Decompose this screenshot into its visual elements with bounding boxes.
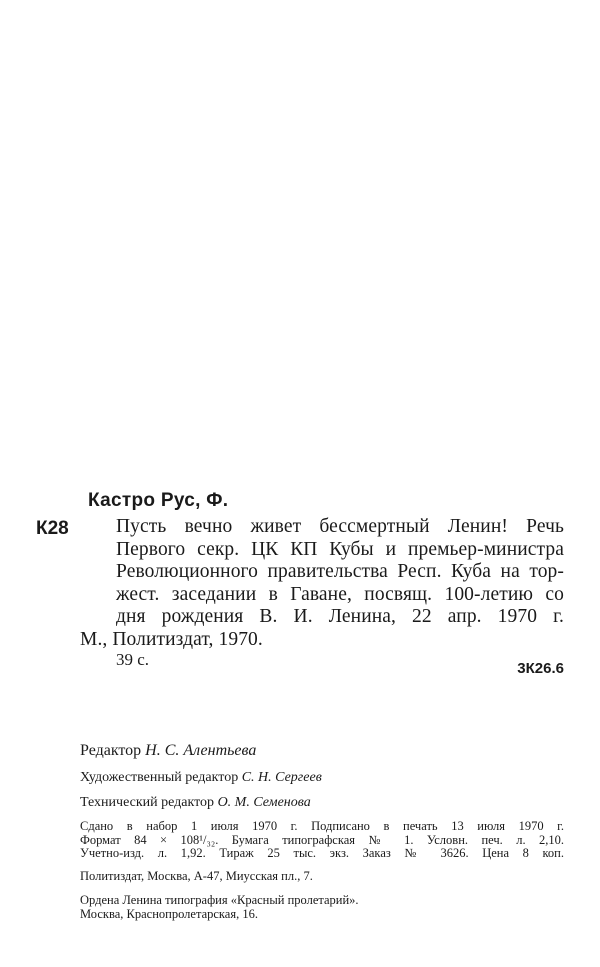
tech-editor-label: Технический редактор <box>80 795 215 810</box>
description-line: дня рождения В. И. Ленина, 22 апр. 1970 г. <box>116 606 564 627</box>
print-details <box>80 820 564 861</box>
editor-credit <box>80 742 256 760</box>
art-editor-label: Художественный редактор <box>80 770 239 785</box>
art-editor-credit <box>80 770 322 786</box>
bibliographic-description <box>80 516 564 651</box>
printer-address: Москва, Краснопролетарская, 16. <box>80 907 258 921</box>
publisher-address: Политиздат, Москва, А-47, Миусская пл., 7. <box>80 869 313 883</box>
description-line: жест. заседании в Гаване, посвящ. 100-летию со <box>116 583 564 605</box>
author-heading: Кастро Рус, Ф. <box>88 490 229 511</box>
catalog-index: К28 <box>36 518 69 539</box>
classification-code: 3К26.6 <box>517 660 564 677</box>
print-details-line: Сдано в набор 1 июля 1970 г. Подписано в печать 13 июля 1970 г. <box>80 819 564 833</box>
tech-editor-name: О. М. Семенова <box>217 795 311 810</box>
page-count: 39 с. <box>116 650 150 669</box>
editor-name: Н. С. Алентьева <box>145 742 257 759</box>
printer-name: Ордена Ленина типография «Красный пролетарий». <box>80 893 359 907</box>
description-line: Революционного правительства Респ. Куба на тор- <box>116 561 564 582</box>
description-line: Первого секр. ЦК КП Кубы и премьер-министра <box>116 538 564 560</box>
print-details-line: Формат 84 × 108¹/₃₂. Бумага типографская № 1. Условн. печ. л. 2,10. <box>80 832 564 847</box>
description-line: Пусть вечно живет бессмертный Ленин! Речь <box>116 516 564 537</box>
print-details-line: Учетно-изд. л. 1,92. Тираж 25 тыс. экз. Заказ № 3626. Цена 8 коп. <box>80 846 564 861</box>
description-line: М., Политиздат, 1970. <box>80 628 263 650</box>
tech-editor-credit <box>80 795 311 811</box>
art-editor-name: С. Н. Сергеев <box>241 770 322 785</box>
editor-label: Редактор <box>80 742 142 759</box>
